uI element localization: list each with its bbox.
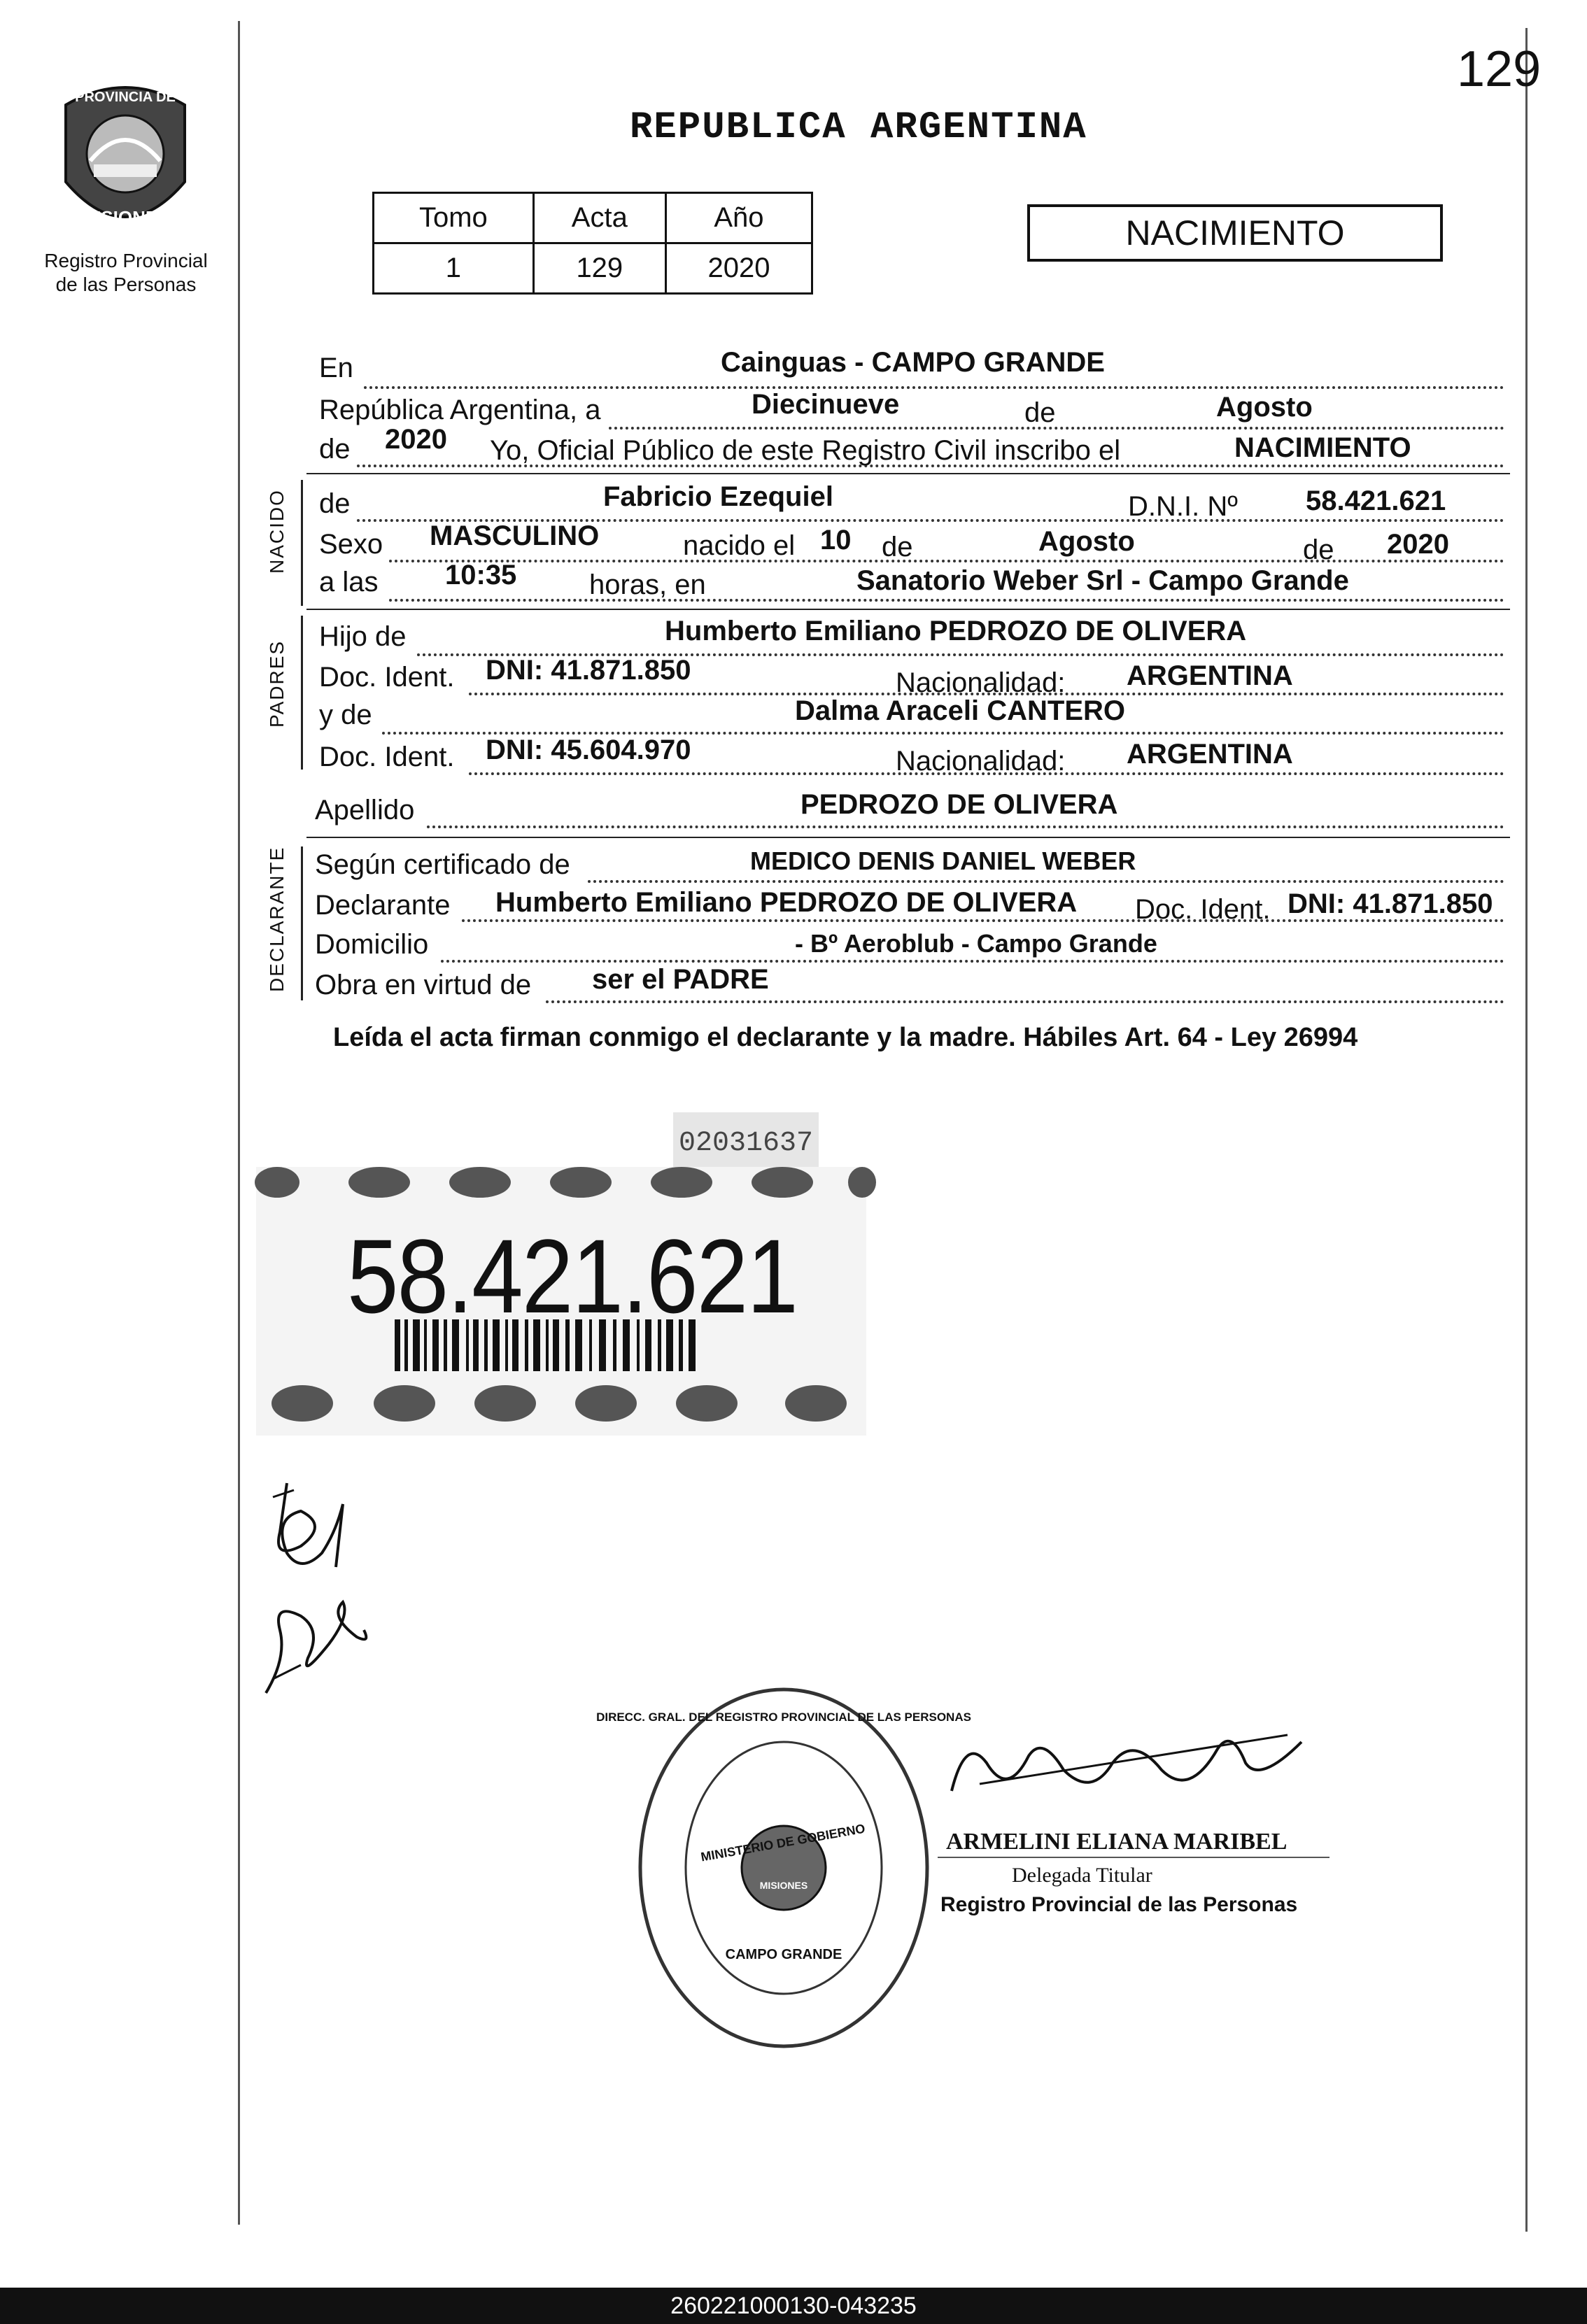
republica-label: República Argentina, a	[319, 395, 601, 425]
de-label: de	[319, 488, 351, 519]
intro-place: Cainguas - CAMPO GRANDE	[721, 347, 1105, 378]
stamp-emblem-text: MISIONES	[759, 1880, 808, 1891]
dotted-line	[441, 960, 1504, 963]
table-header: Año	[665, 193, 812, 243]
stamp-inner-text: MINISTERIO DE GOBIERNO	[700, 1821, 866, 1864]
dotted-line	[389, 560, 1504, 562]
nacido-el-label: nacido el	[683, 530, 796, 561]
logo-caption-line2: de las Personas	[55, 274, 197, 295]
de-label: de	[319, 434, 351, 465]
a-las-label: a las	[319, 567, 379, 597]
dotted-line	[364, 386, 1504, 389]
dotted-line	[588, 880, 1504, 883]
section-label-declarante: DECLARANTE	[266, 846, 288, 992]
stamp-outer-text: DIRECC. GRAL. DEL REGISTRO PROVINCIAL DE LAS PERSONAS	[596, 1710, 971, 1724]
de-label: de	[882, 532, 913, 562]
domicilio-label: Domicilio	[315, 929, 429, 960]
section-divider	[306, 837, 1510, 838]
section-bar	[301, 616, 303, 770]
sticker-dni-number: 58.421.621	[347, 1217, 798, 1335]
declarant-doc: DNI: 41.871.850	[1288, 888, 1493, 919]
y-de-label: y de	[319, 700, 372, 730]
declarant-name: Humberto Emiliano PEDROZO DE OLIVERA	[495, 887, 1078, 918]
page-number: 129	[1457, 41, 1542, 97]
mother-doc: DNI: 45.604.970	[486, 735, 691, 765]
de-label: de	[1303, 534, 1334, 565]
section-bar	[301, 846, 303, 1000]
doc-ident-label: Doc. Ident.	[1135, 894, 1271, 925]
table-cell: 2020	[665, 243, 812, 294]
intro-month: Agosto	[1216, 392, 1313, 423]
table-cell: 1	[374, 243, 534, 294]
record-table	[372, 192, 813, 295]
logo-caption	[28, 249, 224, 297]
intro-year: 2020	[385, 424, 447, 455]
apellido-label: Apellido	[315, 795, 415, 826]
intro-record-type: NACIMIENTO	[1234, 432, 1411, 463]
stamp-location-text: CAMPO GRANDE	[725, 1947, 842, 1962]
certificate-by: MEDICO DENIS DANIEL WEBER	[750, 846, 1136, 875]
birth-day: 10	[820, 525, 852, 555]
hijo-de-label: Hijo de	[319, 621, 407, 652]
sexo-label: Sexo	[319, 529, 383, 560]
dotted-line	[427, 826, 1504, 828]
father-doc: DNI: 41.871.850	[486, 655, 691, 686]
surname: PEDROZO DE OLIVERA	[800, 789, 1118, 820]
official-role: Delegada Titular	[1012, 1864, 1152, 1887]
table-header: Acta	[533, 193, 665, 243]
declarant-reason: ser el PADRE	[592, 964, 769, 995]
declarant-address: - Bº Aeroblub - Campo Grande	[795, 929, 1157, 958]
footer-code: 260221000130-043235	[0, 2288, 1587, 2324]
mother-name: Dalma Araceli CANTERO	[795, 695, 1125, 726]
father-nationality: ARGENTINA	[1127, 660, 1293, 691]
child-sex: MASCULINO	[430, 520, 600, 551]
section-label-nacido: NACIDO	[266, 489, 288, 574]
father-name: Humberto Emiliano PEDROZO DE OLIVERA	[665, 616, 1247, 646]
section-divider	[306, 609, 1510, 610]
doc-ident-label: Doc. Ident.	[319, 662, 455, 693]
table-header: Tomo	[374, 193, 534, 243]
logo-caption-line1: Registro Provincial	[44, 250, 208, 271]
record-type-box: NACIMIENTO	[1027, 204, 1443, 262]
dotted-line	[546, 1000, 1504, 1003]
child-name: Fabricio Ezequiel	[603, 481, 833, 512]
section-divider	[306, 473, 1510, 474]
obra-label: Obra en virtud de	[315, 970, 532, 1000]
dotted-line	[389, 599, 1504, 602]
section-bar	[301, 480, 303, 606]
intro-day-word: Diecinueve	[752, 389, 900, 420]
birth-time: 10:35	[445, 560, 517, 590]
yo-text: Yo, Oficial Público de este Registro Civil inscribo el	[490, 435, 1121, 466]
logo-province-text: PROVINCIA DE	[75, 90, 176, 105]
doc-ident-label: Doc. Ident.	[319, 742, 455, 772]
dni-label: D.N.I. Nº	[1128, 491, 1238, 522]
birth-year: 2020	[1387, 529, 1449, 560]
page-title: REPUBLICA ARGENTINA	[630, 106, 1087, 149]
province-logo	[52, 77, 199, 245]
declarant-signature-icon	[259, 1469, 385, 1581]
right-margin-line	[1525, 28, 1528, 2232]
nacionalidad-label: Nacionalidad:	[896, 667, 1066, 698]
signature-line	[938, 1857, 1329, 1858]
horas-label: horas, en	[589, 569, 706, 600]
nacionalidad-label: Nacionalidad:	[896, 746, 1066, 777]
child-dni: 58.421.621	[1306, 486, 1446, 516]
de-label: de	[1024, 397, 1056, 428]
declarante-label: Declarante	[315, 890, 451, 921]
misiones-shield-icon	[52, 77, 199, 245]
table-cell: 129	[533, 243, 665, 294]
section-label-padres: PADRES	[266, 639, 288, 728]
left-margin-line	[238, 21, 240, 2225]
birth-month: Agosto	[1038, 526, 1135, 557]
official-signature-icon	[938, 1721, 1329, 1812]
closing-text: Leída el acta firman conmigo el declarante y la madre. Hábiles Art. 64 - Ley 26994	[333, 1023, 1358, 1052]
dotted-line	[609, 427, 1504, 430]
official-office: Registro Provincial de las Personas	[940, 1893, 1298, 1916]
logo-name-text: MISIONES	[80, 207, 170, 228]
official-stamp-icon	[596, 1679, 971, 2057]
mother-signature-icon	[259, 1574, 385, 1700]
en-label: En	[319, 353, 353, 383]
birth-place: Sanatorio Weber Srl - Campo Grande	[856, 565, 1349, 596]
official-name: ARMELINI ELIANA MARIBEL	[946, 1829, 1288, 1855]
cert-label: Según certificado de	[315, 849, 570, 880]
dni-sticker	[256, 1167, 866, 1436]
control-number: 02031637	[673, 1112, 819, 1175]
mother-nationality: ARGENTINA	[1127, 739, 1293, 770]
